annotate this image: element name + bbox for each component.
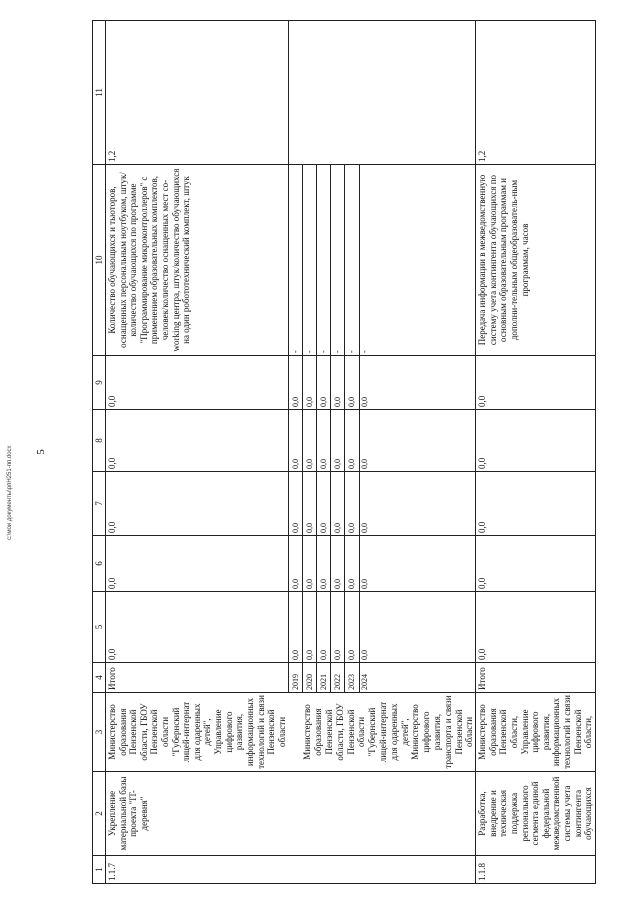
indicator-value: - [331,165,345,356]
value-cell: 0,0 [331,472,345,536]
value-cell: 0,0 [476,356,596,410]
value-cell: 0,0 [317,536,331,592]
value-cell: 0,0 [288,410,302,472]
value-cell: 0,0 [331,592,345,663]
value-cell: 0,0 [317,410,331,472]
page-number: 5 [34,449,47,455]
indicator-value: - [288,165,302,356]
indicator-value: - [317,165,331,356]
table-row [476,21,596,884]
rotated-page [92,21,594,884]
value-cell: 0,0 [331,356,345,410]
value-cell: 0,0 [345,472,359,536]
year-label: 2024 [359,663,476,693]
indicator-value: - [359,165,476,356]
value-cell: 0,0 [476,472,596,536]
value-cell: 0,0 [106,536,289,592]
table-row [106,21,289,884]
value-cell: 0,0 [288,356,302,410]
year-label: 2019 [288,663,302,693]
value-cell: 0,0 [359,536,476,592]
value-cell: 0,0 [331,410,345,472]
value-cell: 0,0 [106,410,289,472]
value-cell: 0,0 [317,356,331,410]
col-number: 3 [93,693,106,772]
indicator-value: - [345,165,359,356]
value-cell: 0,0 [359,592,476,663]
year-label: 2023 [345,663,359,693]
year-label: 2021 [317,663,331,693]
table-row [288,21,302,884]
value-cell: 0,0 [288,592,302,663]
value-cell: 0,0 [331,536,345,592]
total-label: Итого [476,663,596,693]
executors: Министерство образования Пензенской области, Управление цифрового развития, информационных технологий и связи Пензенской области, [476,693,596,772]
col-number: 8 [93,410,106,472]
indicator-total: 1,2 [106,21,289,165]
indicator-total: 1,2 [476,21,596,165]
value-cell: 0,0 [476,410,596,472]
value-cell: 0,0 [359,472,476,536]
value-cell: 0,0 [303,592,317,663]
program-table [92,20,596,884]
value-cell: 0,0 [345,410,359,472]
value-cell: 0,0 [303,536,317,592]
value-cell: 0,0 [303,472,317,536]
row-number: 1.1.8 [476,856,596,884]
table-frame [92,21,594,884]
value-cell: 0,0 [288,536,302,592]
activity-name: Укрепление материальной базы проекта "IT-деревня" [106,772,476,856]
value-cell: 0,0 [345,356,359,410]
col-number: 10 [93,165,106,356]
value-cell: 0,0 [359,356,476,410]
executors: Министерство образования Пензенской области, ГБОУ Пензенской области "Губернский лицей-интернат для одаренных детей", Управление цифрового развития, информационных технологий и связи Пензенской области [106,693,289,772]
col-number: 5 [93,592,106,663]
value-cell: 0,0 [303,410,317,472]
indicator-text: Передача информации в межведомственную систему учета контингента обучающихся по основным образовательным программам и дополни-тельным общеобразователь-ным программам, часов [476,165,596,356]
year-label: 2022 [331,663,345,693]
row-number: 1.1.7 [106,856,476,884]
col-number: 4 [93,663,106,693]
activity-name: Разработка, внедрение и техническая поддержка регионального сегмента единой федеральной межведомственной системы учета контингента обучающихся [476,772,596,856]
value-cell: 0,0 [106,472,289,536]
value-cell: 0,0 [476,536,596,592]
value-cell: 0,0 [345,536,359,592]
col-number: 2 [93,772,106,856]
value-cell: 0,0 [288,472,302,536]
year-label: 2020 [303,663,317,693]
total-label: Итого [106,663,289,693]
indicator-text: Количество обучающихся и тьюторов, оснащенных персональным ноутбуком, штук/количество обучающихся по программе "Программирование микроконтроллеров" с применением образовательных комплектов, человек/количество оснащенных мест co-working центра, штук/количество обучающихся на один робототехнический комплект, штук [106,165,289,356]
col-number: 7 [93,472,106,536]
value-cell: 0,0 [317,592,331,663]
indicator-value: - [303,165,317,356]
value-cell: 0,0 [476,592,596,663]
value-cell: 0,0 [106,356,289,410]
value-cell: 0,0 [359,410,476,472]
value-cell: 0,0 [317,472,331,536]
col-number: 11 [93,21,106,165]
footer-file-path: c:\мои документы\рпН251-пп.docx [7,445,13,540]
value-cell: 0,0 [303,356,317,410]
col-number: 6 [93,536,106,592]
value-cell: 0,0 [345,592,359,663]
col-number: 9 [93,356,106,410]
column-number-row [93,21,106,884]
executors: Министерство образования Пензенской области, ГБОУ Пензенской области "Губернский лицей-интернат для одаренных детей", Министерство цифрового развития, транспорта и связи Пензенской области [288,693,475,772]
value-cell: 0,0 [106,592,289,663]
col-number: 1 [93,856,106,884]
